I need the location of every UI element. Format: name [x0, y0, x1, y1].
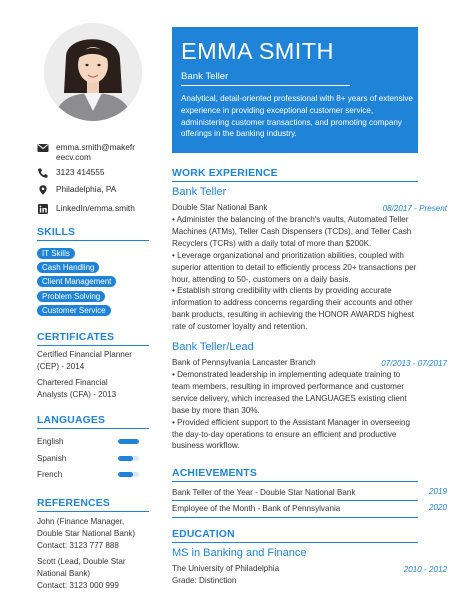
skill-pill: Cash Handling — [37, 262, 99, 273]
job-bullets — [172, 214, 420, 333]
skill-pill: Client Management — [37, 276, 116, 287]
phone-icon — [37, 168, 49, 178]
language-name: English — [37, 437, 64, 446]
job-company: Bank of Pennsylvania Lancaster Branch — [172, 358, 316, 367]
language-row — [37, 453, 139, 464]
certificate-line: (CEP) - 2014 — [37, 362, 85, 371]
email-line-2: eecv.com — [56, 152, 91, 162]
location-text: Philadelphia, PA — [56, 184, 117, 194]
languages-divider — [37, 428, 149, 429]
work-experience-heading: WORK EXPERIENCE — [172, 168, 278, 179]
language-level-fill — [118, 472, 133, 477]
job-title: Bank Teller/Lead — [172, 341, 254, 353]
work-experience-divider — [172, 181, 418, 182]
reference-contact: Contact: 3123 000 999 — [37, 581, 119, 590]
education-heading: EDUCATION — [172, 529, 235, 540]
reference-contact: Contact: 3123 777 888 — [37, 541, 119, 550]
education-divider — [172, 542, 418, 543]
reference-line: Double Star National Bank) — [37, 529, 136, 538]
job-dates: 08/2017 - Present — [382, 204, 447, 213]
references-heading: REFERENCES — [37, 498, 111, 509]
certificates-heading: CERTIFICATES — [37, 332, 115, 343]
reference-line: National Bank) — [37, 569, 91, 578]
certificate-item — [37, 349, 155, 373]
certificate-item — [37, 377, 155, 401]
reference-line: John (Finance Manager, — [37, 517, 125, 526]
linkedin-text: LinkedIn/emma.smith — [56, 203, 135, 213]
job-bullet: • Leverage organizational and prioritization abilities, coupled with superior attention to detail to efficiently process 20+ transactions per hour, attending to 50-, customers on a daily basis. — [172, 250, 417, 284]
certificates-divider — [37, 345, 149, 346]
school-name: The University of Philadelphia — [172, 564, 280, 573]
skill-pill: IT Skills — [37, 248, 75, 259]
education-dates: 2010 - 2012 — [403, 565, 447, 574]
job-dates: 07/2013 - 07/2017 — [381, 359, 447, 368]
reference-item — [37, 516, 155, 552]
language-level-fill — [118, 439, 139, 444]
email-icon — [37, 143, 49, 153]
avatar — [44, 23, 142, 121]
achievement-text: Bank Teller of the Year - Double Star National Bank — [172, 488, 356, 497]
degree-title: MS in Banking and Finance — [172, 547, 307, 559]
job-bullet: • Administer the balancing of the branch's vaults, Automated Teller Machines (ATMs), Teller Cash Dispensers (TCDs), and Teller Cash Recyclers (TCRs) with a daily total of more than $200K. — [172, 215, 412, 248]
email-line-1: emma.smith@makefr — [56, 142, 135, 152]
skill-pill: Problem Solving — [37, 291, 105, 302]
location-icon — [37, 185, 49, 195]
job-bullet: • Provided efficient support to the Assistant Manager in overseeing the day-to-day operations to ensure an efficient and productive business workflow. — [172, 417, 410, 451]
language-name: Spanish — [37, 454, 67, 463]
references-divider — [37, 511, 149, 512]
language-level-bar — [118, 472, 139, 477]
contact-email[interactable] — [37, 142, 135, 162]
certificate-line: Analysts (CFA) - 2013 — [37, 390, 117, 399]
achievements-heading: ACHIEVEMENTS — [172, 468, 257, 479]
language-name: French — [37, 470, 63, 479]
certificate-line: Chartered Financial — [37, 378, 108, 387]
achievement-text: Employee of the Month - Bank of Pennsylvania — [172, 504, 341, 513]
job-bullets — [172, 369, 420, 452]
header-banner — [172, 27, 418, 153]
contact-location — [37, 184, 116, 195]
language-row — [37, 469, 139, 480]
achievement-year: 2020 — [428, 503, 447, 512]
phone-text: 3123 414555 — [56, 167, 105, 177]
skills-divider — [37, 240, 149, 241]
reference-line: Scott (Lead, Double Star — [37, 557, 126, 566]
language-row — [37, 436, 139, 447]
job-bullet: • Establish strong credibility with clients by providing accurate information to address concerns regarding their accounts and other bank products, resulting in achieving the HONOR AWARDS highest rate of customer loyalty and retention. — [172, 286, 414, 332]
achievements-divider — [172, 481, 418, 482]
header-divider — [181, 85, 350, 86]
job-title: Bank Teller — [172, 186, 227, 198]
contact-linkedin[interactable] — [37, 203, 135, 214]
candidate-name: EMMA SMITH — [181, 38, 334, 64]
certificate-line: Certified Financial Planner — [37, 350, 132, 359]
language-level-fill — [118, 456, 133, 461]
profile-summary: Analytical, detail-oriented professional with 8+ years of extensive experience in providing exceptional customer service, administering customer transactions, and promoting company offerings in the banking industry. — [181, 94, 413, 139]
job-company: Double Star National Bank — [172, 203, 268, 212]
language-level-bar — [118, 439, 139, 444]
achievement-divider — [172, 517, 418, 518]
linkedin-icon — [37, 204, 49, 214]
job-bullet: • Demonstrated leadership in implementing adequate training to team members, resulting in improved performance and customer service delivery, which increased the LANGUAGES existing client base by more than 30%. — [172, 370, 407, 415]
education-grade: Grade: Distinction — [172, 576, 237, 585]
candidate-title: Bank Teller — [181, 71, 229, 82]
achievement-divider — [172, 500, 418, 501]
contact-phone — [37, 167, 104, 178]
skills-heading: SKILLS — [37, 227, 76, 238]
language-level-bar — [118, 456, 139, 461]
achievement-year: 2019 — [428, 487, 447, 496]
skill-pill: Customer Service — [37, 305, 111, 316]
profile-photo — [44, 23, 142, 121]
reference-item — [37, 556, 155, 592]
languages-heading: LANGUAGES — [37, 415, 106, 426]
